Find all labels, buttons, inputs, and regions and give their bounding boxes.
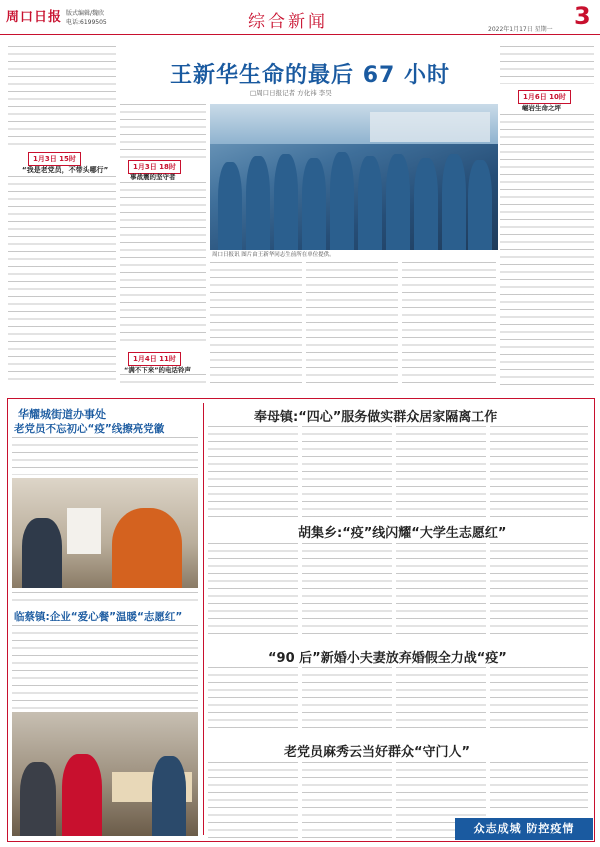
story3-col1 [208, 426, 298, 518]
story1-subtitle: 老党员不忘初心“疫”线擦亮党徽 [14, 423, 165, 435]
lead-photo-caption: 周口日报讯 图片由王新华同志生前所在单位提供。 [212, 252, 335, 258]
story2-title: 临蔡镇:企业“爱心餐”温暖“志愿红” [14, 611, 183, 623]
story5-col1 [208, 667, 298, 731]
story5-col4 [490, 667, 588, 731]
lead-text-col6b [500, 114, 594, 388]
lead-text-col2c [120, 374, 206, 388]
story3-title: 奉母镇:“四心”服务做实群众居家隔离工作 [254, 410, 498, 425]
story6-col2 [302, 762, 392, 838]
story5-col2 [302, 667, 392, 731]
story3-col4 [490, 426, 588, 518]
story4-col3 [396, 543, 486, 635]
story3-col2 [302, 426, 392, 518]
lead-title: 王新华生命的最后 67 小时 [170, 63, 450, 88]
page-number: 3 [574, 2, 591, 30]
lead-text-col1 [8, 46, 116, 151]
story1-photo [12, 478, 198, 588]
masthead-logo: 周口日报 [6, 10, 63, 25]
subhead-time-3: 1月4日 11时 [128, 352, 181, 366]
story6-title: 老党员麻秀云当好群众“守门人” [284, 745, 471, 760]
issue-date: 2022年1月17日 星期一 [488, 26, 553, 33]
section-title: 综合新闻 [248, 12, 328, 32]
lead-photo [210, 104, 498, 250]
subhead-quote-1: “我是老党员，不带头哪行” [22, 166, 109, 174]
lead-text-col1b [8, 176, 116, 386]
story4-col1 [208, 543, 298, 635]
band-divider [203, 403, 204, 835]
story5-col3 [396, 667, 486, 731]
lead-text-col3 [210, 262, 302, 388]
story1-text [12, 437, 198, 475]
story4-col4 [490, 543, 588, 635]
lead-text-col5 [402, 262, 496, 388]
lead-text-col2 [120, 104, 206, 164]
lead-text-col2b [120, 182, 206, 347]
subhead-time-2: 1月3日 18时 [128, 160, 181, 174]
subhead-time-1: 1月3日 15时 [28, 152, 81, 166]
header-rule [0, 34, 600, 35]
story5-title: “90 后”新婚小夫妻放弃婚假全力战“疫” [268, 651, 507, 666]
subhead-time-4: 1月6日 10时 [518, 90, 571, 104]
story2-text [12, 625, 198, 709]
story2-photo [12, 712, 198, 836]
subhead-quote-4: 崛岩生命之坪 [522, 104, 561, 112]
lead-byline: □周口日报记者 方化祎 李昊 [250, 89, 332, 97]
editor-meta: 版式编辑/魏欣 [66, 10, 105, 17]
story1-caption [12, 592, 198, 606]
story1-title: 华耀城街道办事处 [18, 408, 106, 421]
campaign-slogan: 众志成城 防控疫情 [455, 818, 593, 840]
phone-meta: 电话:6199505 [66, 19, 107, 26]
story3-col3 [396, 426, 486, 518]
story6-col4 [490, 762, 588, 814]
story4-title: 胡集乡:“疫”线闪耀“大学生志愿红” [298, 526, 507, 541]
story4-col2 [302, 543, 392, 635]
lead-text-col4 [306, 262, 398, 388]
subhead-quote-3: “满不下来”的电话铃声 [124, 366, 192, 374]
lead-text-col6 [500, 46, 594, 84]
story6-col1 [208, 762, 298, 838]
subhead-quote-2: 事战震的坚守者 [130, 173, 176, 181]
